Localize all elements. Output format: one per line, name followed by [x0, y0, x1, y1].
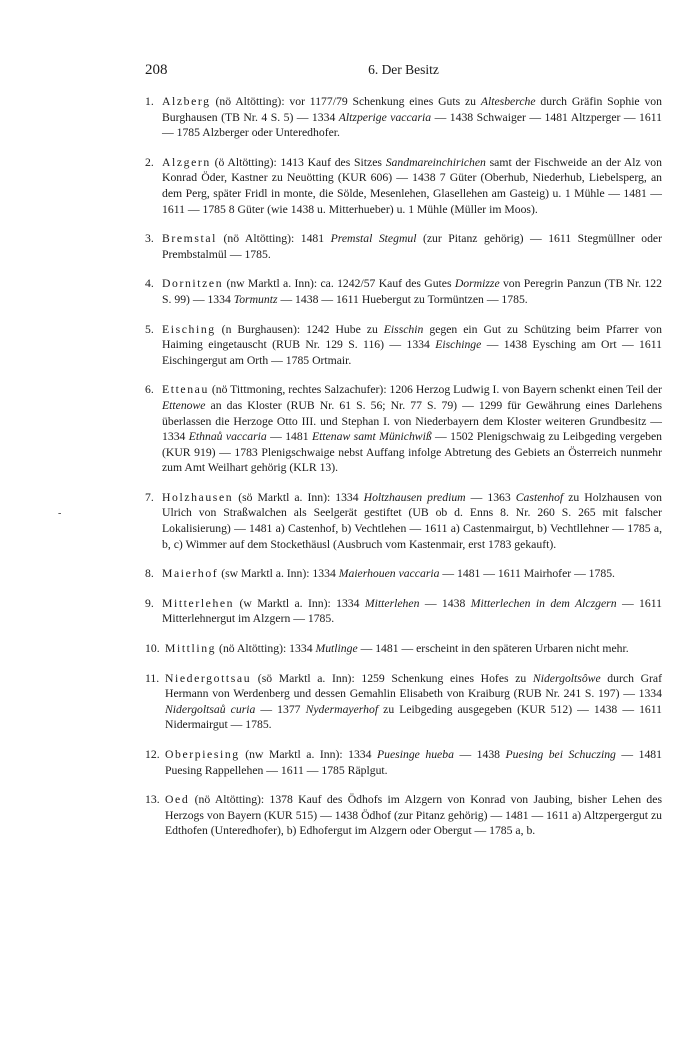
- entry-place-name: Mitterlehen: [162, 596, 235, 610]
- entry-number: 9.: [145, 596, 154, 610]
- entry-place-name: Alzberg: [162, 95, 211, 108]
- entry-place-name: Alzgern: [162, 155, 211, 169]
- entry: [145, 276, 662, 307]
- entry-list: [145, 94, 662, 853]
- entry-number: 8.: [145, 567, 154, 581]
- entry-text: (nö Altötting): 1378 Kauf des Ödhofs im Alzgern von Konrad von Jaubing, bisher Lehen des Herzogs von Bayern (KUR 515) — 1438 Ödhof (zur Pitanz gehörig) — 1481 — 1611 a) Altzpergergut zu Edthofen (Unteredhofer), b) Edhofergut im Alzgern oder Obergut — 1785 a, b.: [165, 793, 662, 838]
- entry: [145, 747, 662, 778]
- entry-text: (nö Altötting): vor 1177/79 Schenkung eines Guts zu Altesberche durch Gräfin Sophie von Burghausen (TB Nr. 4 S. 5) — 1334 Altzperige vaccaria — 1438 Schwaiger — 1481 Altzperger — 1611 — 1785 Alzberger oder Unteredhofer.: [162, 95, 662, 140]
- entry-place-name: Oberpiesing: [165, 748, 240, 761]
- entry-place-name: Holzhausen: [162, 490, 234, 504]
- entry: [145, 671, 662, 733]
- entry-number: 10.: [145, 642, 160, 656]
- entry-text: (nw Marktl a. Inn): 1334 Puesinge hueba — 1438 Puesing bei Schuczing — 1481 Puesing Rappellehen — 1611 — 1785 Räplgut.: [165, 748, 662, 777]
- entry: [145, 382, 662, 476]
- entry-place-name: Dornitzen: [162, 277, 224, 291]
- entry-text: (n Burghausen): 1242 Hube zu Eisschin gegen ein Gut zu Schützing beim Pfarrer von Haiming eingetauscht (RUB Nr. 129 S. 116) — 1334 Eischinge — 1438 Eysching am Ort — 1611 Eischingergut am Orth — 1785 Ortmair.: [162, 322, 662, 367]
- entry-text: (w Marktl a. Inn): 1334 Mitterlehen — 1438 Mitterlechen in dem Alczgern — 1611 Mitterlehnergut im Alzgern — 1785.: [162, 596, 662, 626]
- entry: [145, 596, 662, 627]
- page-number: 208: [145, 62, 168, 78]
- entry-number: 7.: [145, 490, 154, 504]
- entry: [145, 490, 662, 552]
- entry: [145, 322, 662, 369]
- entry: [145, 792, 662, 839]
- entry: [145, 155, 662, 217]
- entry-text: (nö Altötting): 1481 Premstal Stegmul (zur Pitanz gehörig) — 1611 Stegmüllner oder Prembstalmül — 1785.: [162, 232, 662, 261]
- page-header: [145, 62, 662, 82]
- entry-number: 11.: [145, 671, 160, 685]
- entry-place-name: Maierhof: [162, 567, 219, 581]
- entry-number: 5.: [145, 322, 154, 336]
- entry-number: 13.: [145, 793, 160, 807]
- entry: [145, 641, 662, 657]
- entry-number: 4.: [145, 277, 154, 291]
- entry: [145, 231, 662, 262]
- entry-text: (sö Marktl a. Inn): 1334 Holtzhausen predium — 1363 Castenhof zu Holzhausen von Ulrich von Straßwalchen als Seelgerät gestiftet (UB ob d. Enns 8. Nr. 260 S. 265 mit falscher Lokalisierung) — 1481 a) Castenhof, b) Vechtlehen — 1611 a) Castenmairgut, b) Vechtllehner — 1785 a, b, c) Wimmer auf dem Stockethäusl (Ausbruch vom Kastenmair, erst 1783 gekauft).: [162, 490, 662, 551]
- entry-place-name: Niedergottsau: [165, 671, 252, 685]
- entry: [145, 94, 662, 141]
- entry-text: (nö Altötting): 1334 Mutlinge — 1481 — erscheint in den späteren Urbaren nicht mehr.: [216, 642, 629, 656]
- entry-text: (ö Altötting): 1413 Kauf des Sitzes Sandmareinchirichen samt der Fischweide an der Alz von Konrad Öder, Kastner zu Neuötting (KUR 606) — 1438 7 Güter (Oberhub, Niederhub, Liebelsperg, an dem Perg, später Fridl in monte, die Sölde, Mesenlehen, Glasellehen am Gasteig) u. 1 Mühle — 1481 — 1611 — 1785 8 Güter (wie 1438 u. Mitterhueber) u. 1 Mühle (Müller im Moos).: [162, 155, 662, 216]
- entry-number: 6.: [145, 383, 154, 397]
- entry-text: (nw Marktl a. Inn): ca. 1242/57 Kauf des Gutes Dormizze von Peregrin Panzun (TB Nr. 122 S. 99) — 1334 Tormuntz — 1438 — 1611 Huebergut zu Tormüntzen — 1785.: [162, 277, 662, 306]
- entry-place-name: Eisching: [162, 322, 216, 336]
- entry-number: 3.: [145, 232, 154, 246]
- margin-mark: -: [58, 508, 62, 519]
- entry-place-name: Ettenau: [162, 383, 209, 397]
- running-title: 6. Der Besitz: [368, 62, 439, 77]
- entry-number: 1.: [145, 95, 154, 108]
- entry-text: (nö Tittmoning, rechtes Salzachufer): 1206 Herzog Ludwig I. von Bayern schenkt einen Teil der Ettenowe an das Kloster (RUB Nr. 61 S. 56; Nr. 77 S. 79) — 1299 für Gewährung eines Darlehens überlassen die Herzoge Otto III. und Stephan I. von Niederbayern dem Kloster weiteren Grundbesitz — 1334 Ethnaů vaccaria — 1481 Ettenaw samt Münichwiß — 1502 Plenigschwaig zu Leibgeding vergeben (KUR 919) — 1783 Plenigschwaige nebst Auffang infolge Abtretung des Gebiets an Österreich nunmehr zum Amt Weilhart gehörig (KLR 13).: [162, 383, 663, 475]
- entry-place-name: Mittling: [165, 642, 217, 656]
- entry-text: (sö Marktl a. Inn): 1259 Schenkung eines Hofes zu Nidergoltsôwe durch Graf Hermann von Werdenberg und dessen Gemahlin Elisabeth von Kraiburg (RUB Nr. 241 S. 197) — 1334 Nidergoltsaů curia — 1377 Nydermayerhof zu Leibgeding ausgegeben (KUR 512) — 1438 — 1611 Nidermairgut — 1785.: [165, 671, 663, 732]
- entry-number: 12.: [145, 748, 160, 761]
- entry-number: 2.: [145, 155, 154, 169]
- entry: [145, 566, 662, 582]
- entry-place-name: Oed: [165, 793, 190, 807]
- entry-text: (sw Marktl a. Inn): 1334 Maierhouen vaccaria — 1481 — 1611 Mairhofer — 1785.: [218, 567, 615, 581]
- entry-place-name: Bremstal: [162, 232, 217, 246]
